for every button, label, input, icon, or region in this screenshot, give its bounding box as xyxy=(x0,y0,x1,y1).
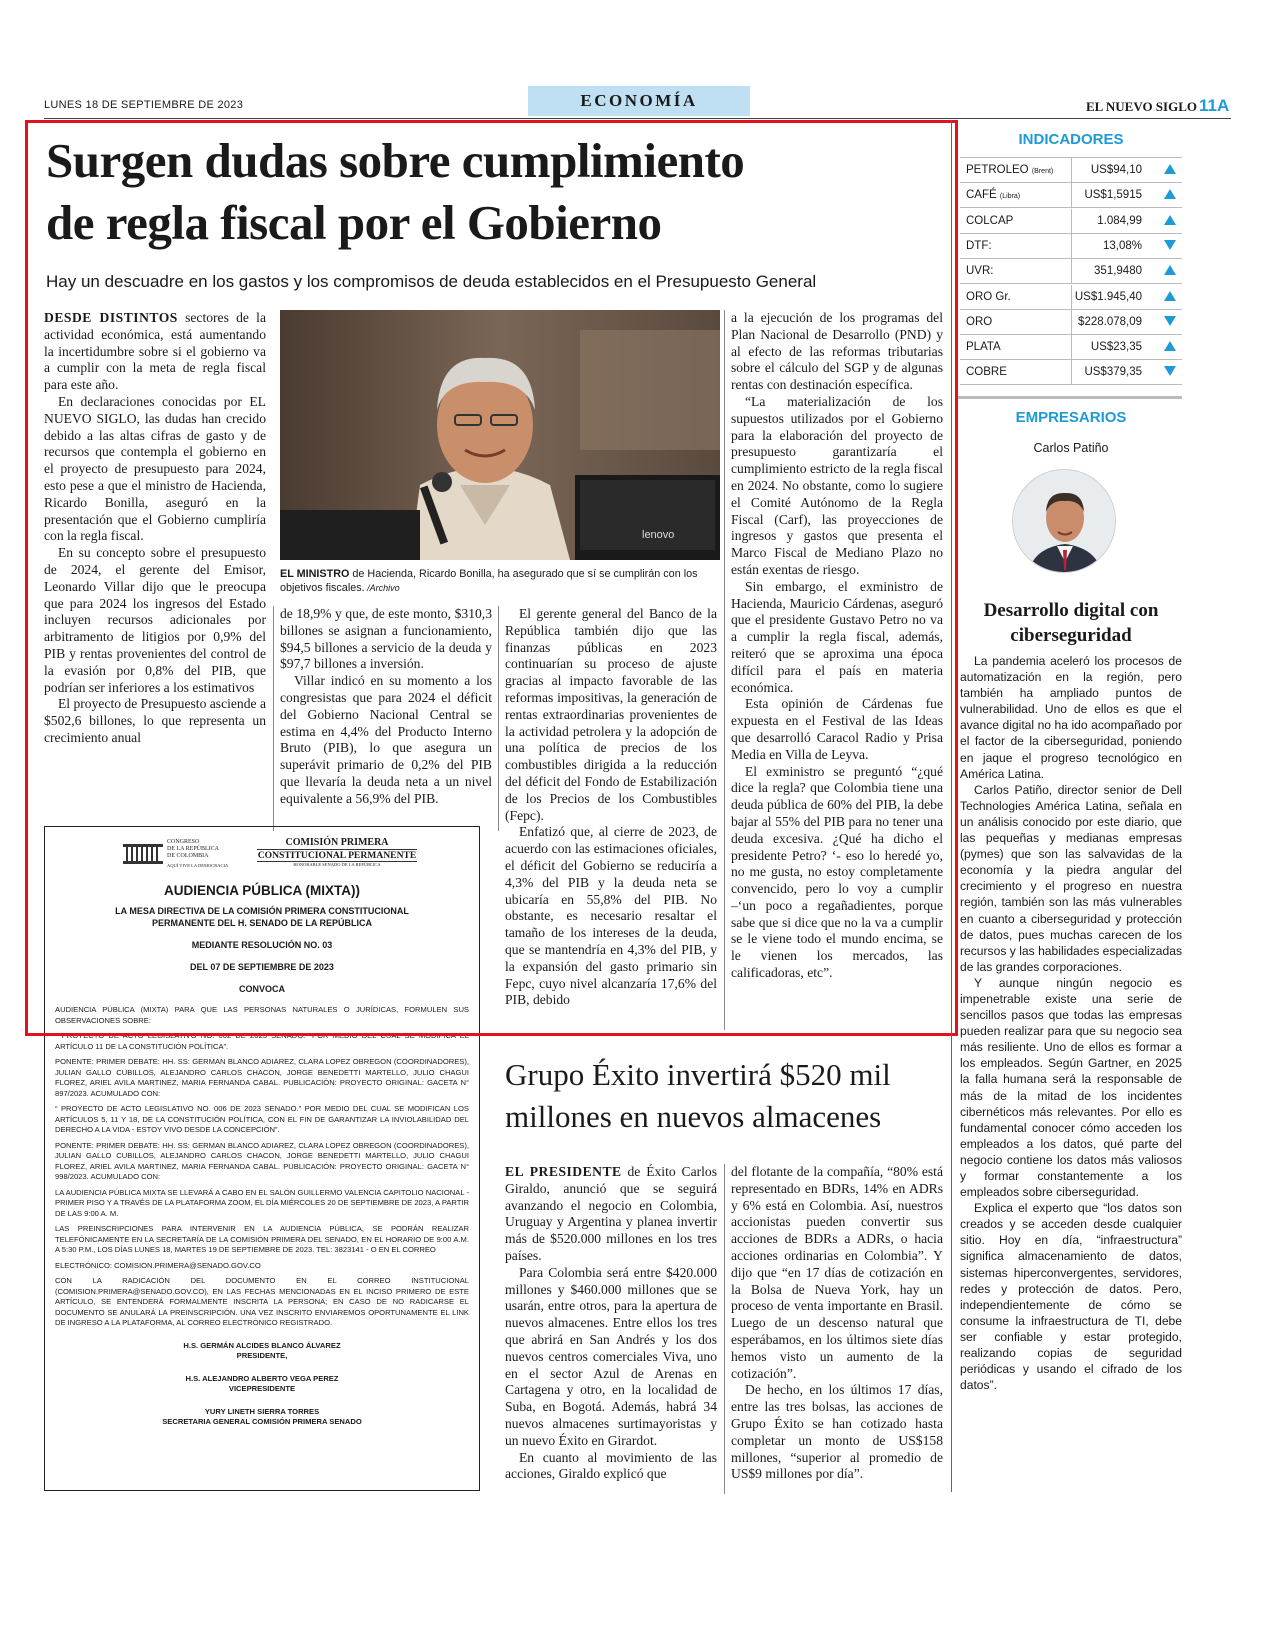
commission-logo-line-2: CONSTITUCIONAL PERMANENTE xyxy=(257,850,417,861)
indicator-name xyxy=(966,366,1007,378)
empresarios-title: EMPRESARIOS xyxy=(1015,409,1127,426)
caption-text: de Hacienda, Ricardo Bonilla, ha asegurado que sí se cumplirán con los objetivos fiscales. xyxy=(280,568,698,594)
notice-title: AUDIENCIA PÚBLICA (MIXTA)) xyxy=(164,883,360,898)
indicator-name xyxy=(966,341,1001,353)
indicator-value: US$94,10 xyxy=(1090,164,1142,176)
indicator-row xyxy=(960,310,1182,335)
paragraph: Sin embargo, el exministro de Hacienda, Mauricio Cárdenas, aseguró que el presidente Gustavo Petro no va a cumplir la regla fiscal, además, reiteró que se aproxima una época difícil para el país en materia económica. xyxy=(731,578,943,695)
caption-credit: /Archivo xyxy=(364,583,400,593)
signatory-role: VICEPRESIDENTE xyxy=(228,1384,296,1393)
congress-logo-line: DE LA REPÚBLICA xyxy=(167,846,220,852)
sidebar-rule xyxy=(951,120,952,1492)
notice-paragraph: “ PROYECTO DE ACTO LEGISLATIVO NO. 006 DE 2023 SENADO.” POR MEDIO DEL CUAL SE MODIFICAN LOS ARTÍCULOS 5, 11 Y 18, DE LA CONSTITUCIÓN POLÍTICA, CON EL FIN DE GARANTIZAR LA INVIOLABILIDAD DEL DERECHO A LA VIDA - ESTOY VIVO DESDE LA CONCEPCIÓN”. xyxy=(55,1104,469,1134)
cell-divider xyxy=(1071,234,1072,258)
indicator-name xyxy=(966,215,1013,227)
indicator-label: COLCAP xyxy=(966,214,1014,227)
arrow-down-icon xyxy=(1164,366,1176,376)
column-rule xyxy=(724,1164,725,1494)
arrow-up-icon xyxy=(1164,341,1176,351)
notice-paragraph: “ PROYECTO DE ACTO LEGISLATIVO NO. 002 DE 2023 SENADO.” POR MEDIO DEL CUAL SE MODIFICA EL ARTÍCULO 11 DE LA CONSTITUCIÓN POLÍTICA”. xyxy=(55,1031,469,1051)
indicator-value: US$379,35 xyxy=(1084,366,1142,379)
indicator-row xyxy=(960,335,1182,360)
author-photo xyxy=(1012,469,1116,573)
section-title: ECONOMÍA xyxy=(580,91,698,110)
congress-logo-tag: AQUÍ VIVE LA DEMOCRACIA xyxy=(167,863,229,868)
notice-paragraph: CON LA RADICACIÓN DEL DOCUMENTO EN EL CORREO INSTITUCIONAL (COMISION.PRIMERA@SENADO.GOV.CO), EN LAS FECHAS MENCIONADAS EN EL INCISO PRIMERO DE ESTE ARTÍCULO, SE ENTENDERÁ FORMALMENTE INSCRITA LA PERSONA; EN CASO DE NO RADICARSE EL DOCUMENTO SE ANULARÁ LA PREINSCRIPCIÓN. UNA VEZ INSCRITO ENVIAREMOS OPORTUNAMENTE EL LINK DE INGRESO A LA PLATAFORMA, AL CORREO ELECTRÓNICO REGISTRADO. xyxy=(55,1276,469,1327)
cell-divider xyxy=(1071,310,1072,334)
author-portrait-illustration xyxy=(1013,470,1116,573)
cell-divider xyxy=(1071,285,1072,309)
indicator-value: US$1,5915 xyxy=(1084,189,1142,202)
cell-divider xyxy=(1071,360,1072,384)
paragraph: del flotante de la compañía, “80% está representado en BDRs, 14% en ADRs y 6% está en Colombia. Así, nuestros accionistas pueden convertir sus acciones de BDRs a ADRs, o hacia acciones ordinarias en Colombia”. Y dijo que “en 17 días de cotización en la Bolsa de Nueva York, hay un proceso de venta importante en Brasil. Luego de un descenso natural que esperábamos, en los últimos siete días hemos visto un aumento de la cotización”. xyxy=(731,1164,943,1381)
indicator-sub: (Brent) xyxy=(1031,168,1054,175)
cell-divider xyxy=(1071,259,1072,283)
lead-in: DESDE DISTINTOS xyxy=(44,310,178,325)
notice-paragraph: LA AUDIENCIA PÚBLICA MIXTA SE LLEVARÁ A CABO EN EL SALÓN GUILLERMO VALENCIA CAPITOLIO NACIONAL - PRIMER PISO Y A TRAVÉS DE LA PLATAFORMA ZOOM, EL DÍA MIÉRCOLES 20 DE SEPTIEMBRE DE 2023, A PARTIR DE LAS 9:00 A. M. xyxy=(55,1187,469,1218)
indicator-label: PETROLEO xyxy=(966,164,1029,176)
svg-text:lenovo: lenovo xyxy=(642,529,675,541)
indicators-table xyxy=(960,157,1182,385)
indicator-name xyxy=(966,291,1011,303)
cell-divider xyxy=(1071,209,1072,233)
indicator-label: CAFÉ xyxy=(966,189,997,202)
masthead-brand: EL NUEVO SIGLO xyxy=(1086,99,1197,114)
notice-paragraph: LAS PREINSCRIPCIONES PARA INTERVENIR EN LA AUDIENCIA PÚBLICA, SE PODRÁN REALIZAR TELEFÓNICAMENTE EN LA SECRETARÍA DE LA COMISIÓN PRIMERA DEL SENADO, EN EL HORARIO DE 9:00 A.M. A 5:30 P.M., LOS DÍAS LUNES 18, MARTES 19 DE SEPTIEMBRE DE 2023. TEL: 3823141 - O EN EL CORREO xyxy=(55,1224,469,1254)
paragraph: Y aunque ningún negocio es impenetrable existe una serie de sencillos pasos que todas las empresas pueden realizar para que su negocio sea más resiliente. Uno de ellos es formar a los empleados. Según Gartner, en 2025 la falla humana será la responsable de más de la mitad de los incidentes cibernéticos más relevantes. Por ello es fundamental conocer cómo acceden los empleados a los datos, qué parte del negocio contiene los datos más valiosos y formar constantemente a los empleados sobre ciberseguridad. xyxy=(960,975,1182,1200)
header-rule xyxy=(44,118,1231,119)
notice-line: MEDIANTE RESOLUCIÓN NO. 03 xyxy=(191,940,333,950)
notice-paragraph: PONENTE: PRIMER DEBATE: HH. SS: GERMAN BLANCO ADIAREZ, CLARA LOPEZ OBREGON (COORDINADORES), JULIAN GALLO CUBILLOS, ALEJANDRO CARLOS CHACON, JORGE BENEDETTI MARTELLO, JULIO CHAGUI FLOREZ, ARIEL AVILA MARTINEZ, MARIA FERNANDA CABAL. PUBLICACIÓN: PROYECTO ORIGINAL: GACETA N° 998/2023. ACUMULADO CON: xyxy=(55,1140,469,1181)
paragraph: Para Colombia será entre $420.000 millones y $460.000 millones que se usarán, entre otros, para la apertura de nuevos almacenes. Entre ellos los tres que abrirá en San Andrés y los dos nuevos centros comerciales Viva, uno en el sector Azul de Arenas en Cartagena y otro, en la localidad de Suba, en Bogotá. Además, habrá 34 nuevos almacenes surtimayoristas y un nuevo Éxito en Girardot. xyxy=(505,1264,717,1448)
paragraph: de Éxito Carlos Giraldo, anunció que se seguirá avanzando el negocio en Colombia, Uruguay y Argentina y planea invertir más de $520.000 millones en los tres países. xyxy=(505,1164,717,1263)
exito-headline-line-2: millones en nuevos almacenes xyxy=(505,1099,882,1134)
column-headline xyxy=(960,598,1182,648)
paragraph: El gerente general del Banco de la República también dijo que las finanzas públicas en 2023 continuarían su proceso de ajuste gracias al impacto favorable de las reformas impositivas, la generación de rentas extraordinarias provenientes de la actividad petrolera y la adopción de una política de precios de los combustibles dirigida a la reducción del déficit del Fondo de Estabilización de los Precios de los Combustibles (Fepc). xyxy=(505,606,717,823)
paragraph: La pandemia aceleró los procesos de automatización en la región, pero también ha ampliado puntos de vulnerabilidad. Uno de ellos es que el avance digital no ha ido acompañado por el factor de la ciberseguridad, poniendo en jaque el progreso tecnológico en América Latina. xyxy=(960,654,1182,781)
author-name: Carlos Patiño xyxy=(1033,441,1109,455)
indicator-value: US$23,35 xyxy=(1090,341,1142,354)
indicator-sub: (Libra) xyxy=(999,193,1021,201)
arrow-down-icon xyxy=(1164,316,1176,326)
indicator-name xyxy=(966,189,1020,201)
paragraph: El exministro se preguntó “¿qué dice la regla? que Colombia tiene una deuda pública de 60% del PIB, la debe bajar al 55% del PIB para no tener una deuda excesiva. ¿Qué ha dicho el presidente Petro? ‘- eso lo heredé yo, no me gusta, no estoy completamente convencido, pero lo voy a cumplir –‘un poco a regañadientes, porque sabe que si dice que no la va a cumplir se le viene todo el mundo encima, se le vienen los mercados, las calificadoras, etc”. xyxy=(731,763,943,981)
caption-lead: EL MINISTRO xyxy=(280,568,350,580)
highlight-box xyxy=(25,120,958,1036)
notice-line: DEL 07 DE SEPTIEMBRE DE 2023 xyxy=(190,962,334,972)
indicator-label: DTF: xyxy=(966,239,992,252)
cell-divider xyxy=(1071,158,1072,182)
exito-headline xyxy=(505,1054,891,1138)
indicator-value: 1.084,99 xyxy=(1097,214,1142,227)
page-number: 11A xyxy=(1199,96,1230,115)
paragraph: Enfatizó que, al cierre de 2023, de acuerdo con las estimaciones oficiales, el déficit del Gobierno se reduciría a 4,3% del PIB y la deuda neta se ubicaría en 55,8% del PIB. No obstante, es necesario resaltar el tamaño de los intereses de la deuda, que se mantendría en 4,3% del PIB, y la expansión del gasto primario sin Fepc, cuyo nivel alcanzaría 17,6% del PIB, debido xyxy=(505,824,717,1008)
indicator-label: PLATA xyxy=(966,341,1001,354)
paragraph: “La materialización de los supuestos utilizados por el Gobierno para la elaboración del proyecto de presupuesto garantizaría el cumplimiento estricto de la regla fiscal en 2024. No obstante, como lo sugiere el Comité Autónomo de la Regla Fiscal (Carf), las proyecciones de ingresos y gastos que presenta el Marco Fiscal de Mediano Plazo no están exentas de riesgo. xyxy=(731,393,943,577)
indicator-label: COBRE xyxy=(966,366,1007,379)
indicator-label: ORO xyxy=(966,315,993,328)
exito-headline-line-1: Grupo Éxito invertirá $520 mil xyxy=(505,1057,891,1092)
indicator-name xyxy=(966,164,1053,176)
column-headline-line-2: ciberseguridad xyxy=(1010,625,1132,646)
indicator-row xyxy=(960,209,1182,234)
exito-column-2 xyxy=(731,1164,943,1483)
paragraph: Explica el experto que “los datos son creados y se acceden desde cualquier sitio. Hoy en día, “infraestructura” significa almacenamiento de datos, sistemas hiperconvergentes, servidores, redes y protección de datos. Pero, independientemente de cómo se consume la infraestructura de TI, debe ser confiable y estar protegido, realizando copias de seguridad periódicas y usando el cifrado de los datos”. xyxy=(960,1201,1182,1393)
commission-logo-line-3: HONORABLE SENADO DE LA REPÚBLICA xyxy=(293,862,381,867)
paragraph: De hecho, en los últimos 17 días, entre las tres bolsas, las acciones de Grupo Éxito se han cotizado hasta completar un monto de US$158 millones, “superior al promedio de US$9 millones por día”. xyxy=(731,1382,943,1482)
congress-logo-line: CONGRESO xyxy=(167,839,200,845)
cell-divider xyxy=(1071,183,1072,207)
indicator-row xyxy=(960,158,1182,183)
indicator-row xyxy=(960,234,1182,259)
indicators-title: INDICADORES xyxy=(1018,131,1124,148)
indicator-row xyxy=(960,285,1182,310)
cell-divider xyxy=(1071,335,1072,359)
notice-line: PERMANENTE DEL H. SENADO DE LA REPÚBLICA xyxy=(151,918,373,928)
deck: Hay un descuadre en los gastos y los compromisos de deuda establecidos en el Presupuesto General xyxy=(46,272,817,291)
paragraph: En declaraciones conocidas por EL NUEVO SIGLO, las dudas han crecido debido a las altas cifras de gasto y de recursos que contempla el gobierno en el proyecto de presupuesto para 2024, esto pese a que el ministro de Hacienda, Ricardo Bonilla, aseguró en la presentación que el Gobierno cumpliría con la regla fiscal. xyxy=(44,393,266,544)
indicator-value: $228.078,09 xyxy=(1078,315,1142,328)
signatory-name: YURY LINETH SIERRA TORRES xyxy=(204,1406,320,1416)
arrow-up-icon xyxy=(1164,291,1176,301)
headline-line-1: Surgen dudas sobre cumplimiento xyxy=(46,133,745,188)
notice-line: CONVOCA xyxy=(238,984,285,994)
paragraph: Esta opinión de Cárdenas fue expuesta en el Festival de las Ideas que desarrolló Caracol Radio y Prisa Media en Villa de Leyva. xyxy=(731,696,943,762)
paragraph: de 18,9% y que, de este monto, $310,3 billones se asignan a funcionamiento, $94,5 billones a servicio de la deuda y $97,7 billones a inversión. xyxy=(280,606,492,672)
notice-email[interactable]: ELECTRÓNICO: COMISION.PRIMERA@SENADO.GOV.CO xyxy=(55,1260,261,1270)
column-headline-line-1: Desarrollo digital con xyxy=(983,600,1159,621)
paragraph: Carlos Patiño, director senior de Dell Technologies América Latina, señala en un análisis conocido por este diario, que las pequeñas y medianas empresas (pymes) que son las salvavidas de la economía y la piedra angular del crecimiento y el progreso en nuestra región, también son las más vulnerables en cuanto a ciberseguridad y protección de datos, pues muchas carecen de los recursos y las habilidades especializadas de las grandes corporaciones. xyxy=(960,782,1182,974)
paragraph: sectores de la actividad económica, está aumentando la incertidumbre sobre si el gobierno va a cumplir con la meta de regla fiscal para este año. xyxy=(44,310,266,393)
indicator-row xyxy=(960,183,1182,208)
indicators-bottom-rule xyxy=(958,396,1182,399)
lead-in: EL PRESIDENTE xyxy=(505,1164,622,1179)
congress-logo-line: DE COLOMBIA xyxy=(167,853,209,859)
issue-date: LUNES 18 DE SEPTIEMBRE DE 2023 xyxy=(44,99,244,111)
indicator-row xyxy=(960,259,1182,284)
indicator-row xyxy=(960,360,1182,385)
indicator-value: 13,08% xyxy=(1102,239,1142,252)
notice-paragraph: AUDIENCIA PÚBLICA (MIXTA) PARA QUE LAS PERSONAS NATURALES O JURÍDICAS, FORMULEN SUS OBSERVACIONES SOBRE: xyxy=(55,1005,469,1025)
signatory-name: H.S. ALEJANDRO ALBERTO VEGA PEREZ xyxy=(185,1373,339,1383)
exito-column-1 xyxy=(505,1164,717,1483)
headline-line-2: de regla fiscal por el Gobierno xyxy=(46,195,662,250)
notice-line: LA MESA DIRECTIVA DE LA COMISIÓN PRIMERA CONSTITUCIONAL xyxy=(115,906,409,916)
indicator-label: ORO Gr. xyxy=(966,290,1011,303)
indicator-name xyxy=(966,316,992,328)
indicator-name xyxy=(966,240,992,252)
indicator-name xyxy=(966,265,993,277)
signatory-role: SECRETARIA GENERAL COMISIÓN PRIMERA SENADO xyxy=(162,1417,362,1426)
signatory-role: PRESIDENTE, xyxy=(236,1351,288,1360)
indicator-value: 351,9480 xyxy=(1094,265,1142,278)
notice-paragraph: PONENTE: PRIMER DEBATE: HH. SS: GERMAN BLANCO ADIAREZ, CLARA LOPEZ OBREGON (COORDINADORES), JULIAN GALLO CUBILLOS, ALEJANDRO CARLOS CHACON, JORGE BENEDETTI MARTELLO, JULIO CHAGUI FLOREZ, ARIEL AVILA MARTINEZ, MARIA FERNANDA CABAL. PUBLICACIÓN: PROYECTO ORIGINAL: GACETA N° 897/2023. ACUMULADO CON: xyxy=(55,1057,469,1098)
arrow-up-icon xyxy=(1164,265,1176,275)
paragraph: Villar indicó en su momento a los congresistas que para 2024 el déficit del Gobierno Nacional Central se estima en 4,4% del Producto Interno Bruto (PIB), lo que asegura un superávit primario de 0,2% del PIB que llevaría la deuda neta a un nivel equivalente a 56,9% del PIB. xyxy=(280,673,492,806)
signatory-name: H.S. GERMÁN ALCIDES BLANCO ÁLVAREZ xyxy=(183,1340,341,1350)
arrow-up-icon xyxy=(1164,164,1176,174)
paragraph: El proyecto de Presupuesto asciende a $502,6 billones, lo que representa un crecimiento anual xyxy=(44,696,266,745)
arrow-down-icon xyxy=(1164,240,1176,250)
paragraph: En cuanto al movimiento de las acciones, Giraldo explicó que xyxy=(505,1449,717,1482)
indicator-label: UVR: xyxy=(966,265,994,278)
arrow-up-icon xyxy=(1164,189,1176,199)
sidebar-column xyxy=(960,653,1182,1393)
paragraph: En su concepto sobre el presupuesto de 2024, el gerente del Emisor, Leonardo Villar dijo que le preocupa que para 2024 los ingresos del Estado incluyen recursos adicionales por arbitramento de litigios por 0,9% del PIB y rentas provenientes del control de la evasión por 0,8% del PIB, que podrían ser inferiores a los estimativos xyxy=(44,545,266,695)
indicator-value: US$1.945,40 xyxy=(1074,290,1142,303)
arrow-up-icon xyxy=(1164,215,1176,225)
commission-logo-line-1: COMISIÓN PRIMERA xyxy=(285,837,389,848)
section-label xyxy=(528,86,750,116)
paragraph: a la ejecución de los programas del Plan Nacional de Desarrollo (PND) y al efecto de las reformas tributarias sobre el cálculo del SGP y de algunas rentas con destinación específica. xyxy=(731,310,943,393)
